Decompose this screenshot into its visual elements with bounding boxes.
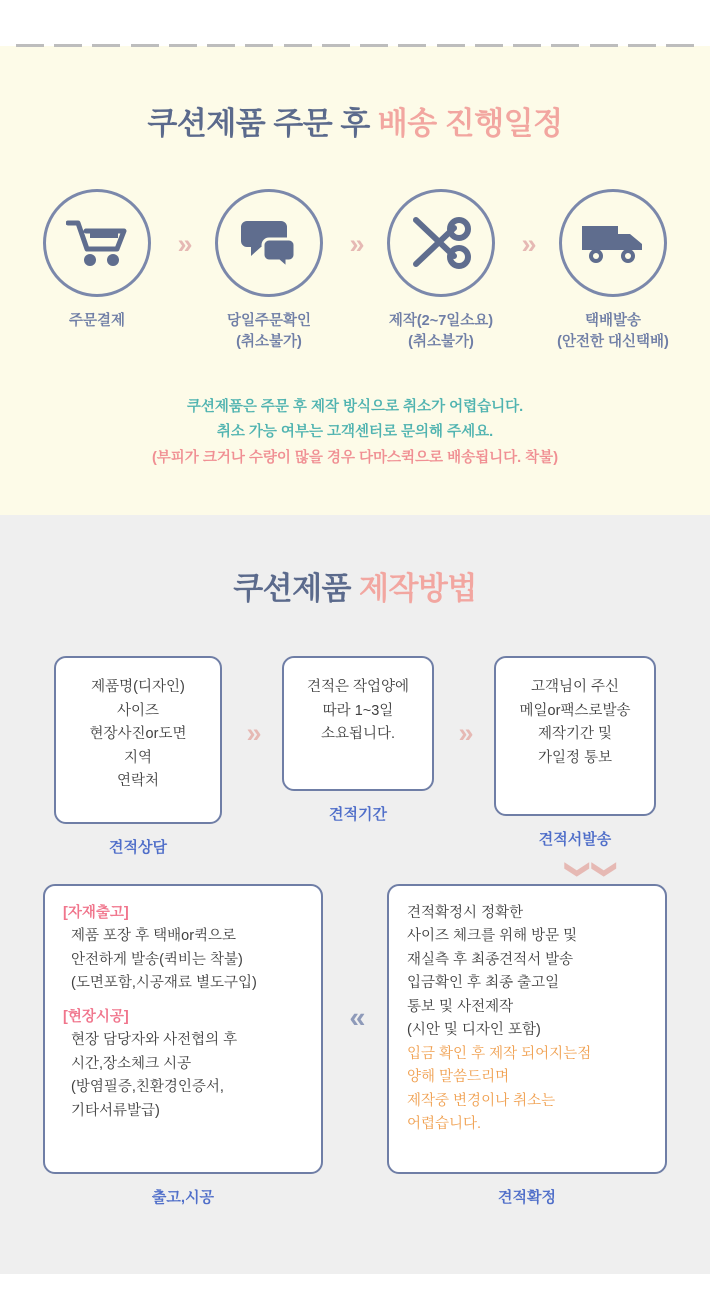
step-shipping [547, 189, 679, 353]
card-caption: 견적기간 [329, 806, 387, 824]
process-row-top [0, 656, 710, 857]
step-circle [43, 189, 151, 297]
delivery-schedule-section [0, 46, 710, 515]
card-shipping-installation [43, 884, 323, 1207]
top-divider [0, 0, 710, 46]
card-body [54, 656, 222, 824]
card-tag: [자재출고] [63, 904, 129, 921]
card-line: 시간,장소체크 시공 [71, 1055, 192, 1072]
card-line: 견적확정시 정확한 [407, 904, 524, 921]
step-circle [559, 189, 667, 297]
shopping-cart-icon [66, 217, 128, 269]
card-estimate-confirm [387, 884, 667, 1207]
section2-title-accent: 제작방법 [359, 571, 477, 607]
step-label-text: 당일주문확인 [226, 313, 312, 329]
card-line: 따라 1~3일 [322, 702, 394, 719]
step-circle [387, 189, 495, 297]
card-line: (도면포함,시공재료 별도구입) [71, 975, 257, 992]
delivery-truck-icon [580, 220, 646, 266]
note-line: 쿠션제품은 주문 후 제작 방식으로 취소가 어렵습니다. [186, 399, 524, 416]
card-line: 소요됩니다. [320, 726, 396, 743]
card-line: 고객님이 주신 [530, 679, 620, 696]
chevron-right-icon: » [246, 718, 258, 749]
card-caption: 견적상담 [109, 839, 167, 857]
card-line: (시안 및 디자인 포함) [407, 1022, 541, 1039]
card-line: 견적은 작업양에 [306, 679, 410, 696]
step-label-sub: (취소불가) [408, 334, 474, 351]
speech-bubble-icon [239, 217, 299, 269]
chevron-right-icon: » [458, 718, 470, 749]
chevron-left-icon: « [349, 1001, 361, 1034]
section2-title [0, 563, 710, 608]
card-estimate-duration [282, 656, 434, 824]
step-label-text: 택배발송 [584, 313, 642, 329]
dashed-line [16, 44, 694, 47]
section1-title-main: 쿠션제품 주문 후 [147, 106, 370, 141]
card-line: 제품명(디자인) [91, 679, 185, 696]
card-line: 현장사진or도면 [89, 726, 187, 743]
chevron-down-icon: ❯ ❯ [564, 859, 619, 880]
card-body [43, 884, 323, 1174]
scissors-icon [410, 216, 472, 270]
note-line: (부피가 크거나 수량이 많을 경우 다마스퀵으로 배송됩니다. 착불) [151, 449, 559, 466]
card-tag: [현장시공] [63, 1008, 129, 1025]
step-order-confirm [203, 189, 335, 353]
card-body [494, 656, 656, 816]
card-line: 기타서류발급) [71, 1102, 160, 1119]
step-label-sub: (안전한 대신택배) [557, 334, 669, 351]
chevron-right-icon: » [521, 229, 533, 259]
section1-title [0, 98, 710, 143]
step-label [203, 311, 335, 353]
step-circle [215, 189, 323, 297]
card-estimate-consult [54, 656, 222, 857]
card-caption: 출고,시공 [151, 1188, 215, 1206]
chevron-right-icon: » [349, 229, 361, 259]
step-label [547, 311, 679, 353]
card-line: 제품 포장 후 택배or퀵으로 [71, 928, 237, 945]
card-line: (방염필증,친환경인증서, [71, 1079, 224, 1096]
card-line: 사이즈 [116, 702, 160, 719]
card-line-warning: 양해 말씀드리며 [407, 1069, 510, 1086]
production-method-section [0, 515, 710, 1274]
card-body [387, 884, 667, 1174]
step-label-text: 제작(2~7일소요) [388, 313, 494, 329]
card-line-warning: 어렵습니다. [407, 1116, 482, 1133]
card-line: 지역 [123, 749, 152, 766]
section2-title-main: 쿠션제품 [233, 571, 351, 607]
card-body [282, 656, 434, 791]
card-line: 안전하게 발송(퀵비는 착불) [71, 951, 243, 968]
card-line: 사이즈 체크를 위해 방문 및 [407, 928, 578, 945]
step-label-sub: (취소불가) [236, 334, 302, 351]
note-line: 취소 가능 여부는 고객센터로 문의해 주세요. [216, 424, 494, 441]
delivery-notes [0, 395, 710, 471]
card-line-warning: 입금 확인 후 제작 되어지는점 [407, 1045, 592, 1062]
step-label [31, 311, 163, 332]
card-estimate-send [494, 656, 656, 849]
step-production [375, 189, 507, 353]
card-caption: 견적서발송 [538, 831, 612, 849]
card-line-warning: 제작중 변경이나 취소는 [407, 1092, 556, 1109]
card-line: 가일정 통보 [537, 749, 613, 766]
chevron-right-icon: » [177, 229, 189, 259]
card-line: 재실측 후 최종견적서 발송 [407, 951, 574, 968]
step-label [375, 311, 507, 353]
card-line: 메일or팩스로발송 [519, 702, 631, 719]
section1-title-accent: 배송 진행일정 [377, 106, 563, 141]
card-caption: 견적확정 [498, 1188, 556, 1206]
process-row-bottom [0, 884, 710, 1207]
card-line: 통보 및 사전제작 [407, 998, 514, 1015]
card-line: 연락처 [116, 773, 160, 790]
card-line: 입금확인 후 최종 출고일 [407, 975, 560, 992]
card-line: 현장 담당자와 사전협의 후 [71, 1032, 238, 1049]
card-line: 제작기간 및 [537, 726, 613, 743]
delivery-steps [0, 189, 710, 353]
step-label-text: 주문결제 [68, 313, 126, 329]
step-order-payment [31, 189, 163, 332]
